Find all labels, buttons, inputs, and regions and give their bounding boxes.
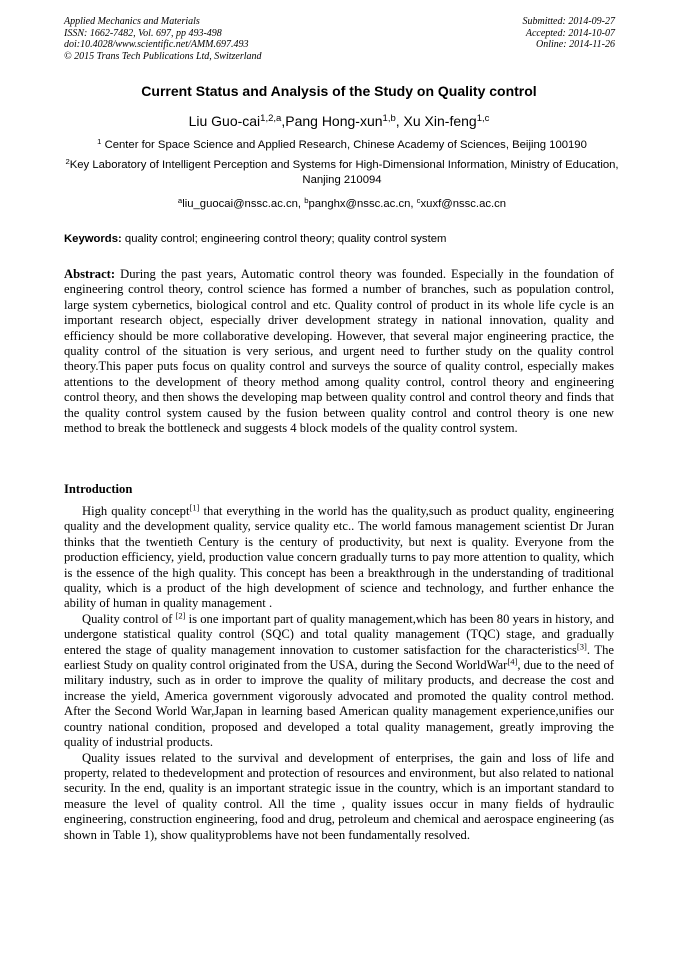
submitted-date: Submitted: 2014-09-27 (522, 16, 615, 27)
keywords-text: quality control; engineering control theory; quality control system (124, 233, 447, 245)
journal-info (64, 16, 262, 62)
email-address[interactable]: xuxf@nssc.ac.cn (420, 198, 507, 210)
keywords-label: Keywords: (64, 233, 122, 245)
author-name: Pang Hong-xun (285, 113, 383, 129)
affiliation-mark: 2 (65, 156, 70, 166)
email-mark: c (416, 195, 421, 205)
author-emails: $^a$liu_guocai@nssc.ac.cn, $^b$panghx@nssc.ac.cn, $^c$xuxf@nssc.ac.cn (177, 195, 507, 210)
text-run: that everything in the world has the quality,such as product quality, engineering quality and the development quality, service quality etc.. The world famous management scientist Dr Juran thinks that the twentieth Century is the century of productivity, but next is quality. Everyone from the production efficiency, yield, production value concern gradually turns to pay more attention to quality, which is the essence of the high quality. This concept has been a breakthrough in the understanding of traditional quality, which is a product of the high development of science and technology, and further enhance the ability of human in quality management . (64, 504, 614, 611)
author-list: Liu Guo-cai$^{1,2,a}$,Pang Hong-xun$^{1,b}$, Xu Xin-feng$^{1,c}$ (188, 112, 490, 129)
affiliation-mark: 1 (97, 136, 102, 146)
online-date: Online: 2014-11-26 (536, 39, 615, 50)
abstract-label: Abstract: (64, 267, 116, 281)
publication-dates (523, 16, 616, 51)
citation-ref[interactable]: [4] (507, 656, 518, 667)
author-marks: 1,c (476, 112, 490, 124)
affiliation-1 (64, 138, 620, 153)
paper-title: Current Status and Analysis of the Study on Quality control (141, 83, 537, 99)
author-marks: 1,2,a (260, 112, 282, 124)
citation-ref[interactable]: [1] (189, 502, 200, 513)
citation-ref[interactable]: [2] (175, 610, 186, 621)
affiliation-text: Center for Space Science and Applied Research, Chinese Academy of Sciences, Beijing 100190 (104, 139, 587, 151)
introduction-body (64, 504, 614, 843)
paragraph (64, 504, 614, 612)
section-heading-introduction: Introduction (64, 482, 133, 496)
author-name: Xu Xin-feng (403, 113, 477, 129)
text-run: . The earliest Study on quality control originated from the USA, during the Second WorldWar (64, 642, 614, 673)
text-run: , due to the need of military industry, such as in order to improve the quality of military products, and decrease the cost and increase the yield, America government vigorously advocated and promoted the quality control method. After the Second World War,Japan in learning based American quality management experience,unifies our country national condition, proposed and developed a total quality management, greatly improving the quality of industrial products. (64, 658, 614, 750)
journal-copyright: © 2015 Trans Tech Publications Ltd, Switzerland (64, 50, 262, 62)
email-mark: b (304, 195, 309, 205)
abstract-text: During the past years, Automatic control theory was founded. Especially in the foundation of engineering control theory, control science has formed a number of branches, such as population control, large system cybernetics, biological control and etc. Quality control of product in its whole life cycle is an important research object, especially driver development strategy in national innovation, quality and efficiency should be more collaborative developing. However, that several major engineering practice, the quality control of the situation is very serious, and urgent need to further study on the quality control theory.This paper puts focus on quality control and surveys the source of quality control, especially makes attentions to the development of theory method among quality control, control theory and engineering control theory, and then shows the developing map between quality control and control theory and finds that the quality control system caused by the fusion between quality control and control theory is one new method to break the bottleneck and suggests 4 block models of the quality control system. (64, 267, 614, 436)
affiliation-2 (64, 158, 620, 188)
email-address[interactable]: liu_guocai@nssc.ac.cn (182, 198, 298, 210)
keywords (64, 232, 620, 247)
paragraph: Quality issues related to the survival and development of enterprises, the gain and loss of life and property, related to thedevelopment and protection of resources and environment, but also related to national security. In the end, quality is an important strategic issue in the country, which is an important standard to measure the level of quality control. All the time , quality issues occur in many fields of hydraulic engineering, construction engineering, food and drug, petroleum and chemical and aerospace engineering (as shown in Table 1), show qualityproblems have not been fundamentally resolved. (64, 750, 614, 842)
abstract (64, 267, 614, 436)
journal-doi: doi:10.4028/www.scientific.net/AMM.697.493 (64, 39, 249, 50)
email-address[interactable]: panghx@nssc.ac.cn (308, 198, 411, 210)
affiliation-text: Key Laboratory of Intelligent Perception and Systems for High-Dimensional Information, Ministry of Education, Nanjing 210094 (69, 159, 619, 186)
author-marks: 1,b (382, 112, 396, 124)
citation-ref[interactable]: [3] (576, 640, 587, 651)
text-run: is one important part of quality management,which has been 80 years in history, and undergone statistical quality control (SQC) and total quality management (TQC) stage, and gradually entered the stage of quality management innovation to customer satisfaction for the characteristics (64, 611, 614, 657)
email-mark: a (177, 195, 183, 205)
accepted-date: Accepted: 2014-10-07 (525, 27, 615, 39)
paragraph (64, 612, 614, 751)
journal-issn: ISSN: 1662-7482, Vol. 697, pp 493-498 (64, 27, 222, 39)
journal-name: Applied Mechanics and Materials (64, 16, 200, 27)
text-run: High quality concept (82, 504, 190, 518)
author-name: Liu Guo-cai (188, 113, 261, 129)
text-run: Quality control of (82, 611, 176, 626)
